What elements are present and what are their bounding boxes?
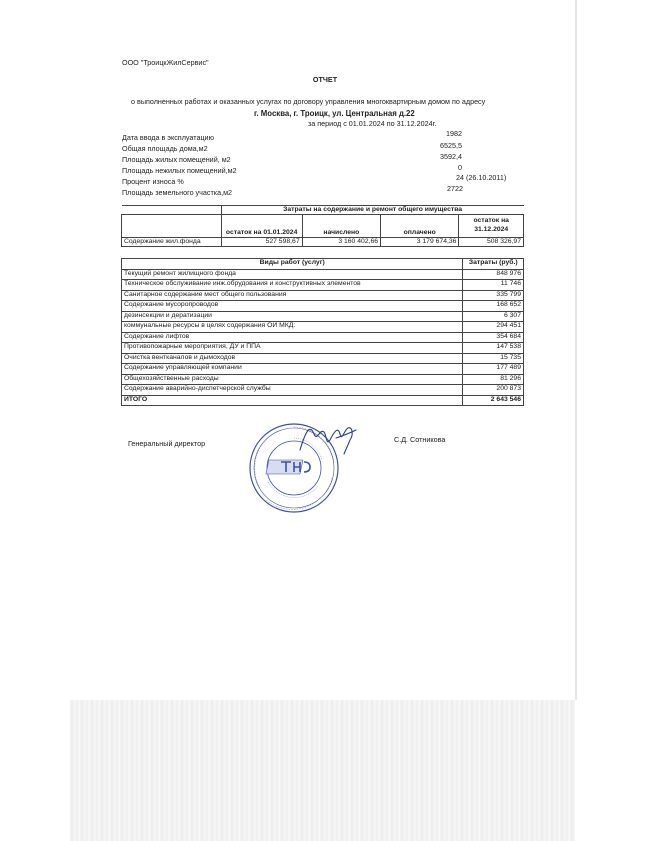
works-table	[121, 258, 524, 406]
works-header-cost: Затраты (руб.)	[463, 259, 524, 270]
param-label: Дата ввода в эксплуатацию	[122, 133, 214, 142]
report-title: ОТЧЕТ	[312, 75, 338, 84]
table-row: Очистка вентканалов и дымоходов 15 735	[122, 353, 524, 364]
table-row: Содержание мусоропроводов 168 652	[122, 301, 524, 312]
costs-header: остаток на 31.12.2024	[459, 215, 524, 238]
handwritten-signature	[296, 420, 360, 456]
param-label: Площадь земельного участка,м2	[122, 188, 233, 197]
costs-cell: 508 326,97	[459, 238, 524, 247]
param-value: 2722	[447, 184, 463, 193]
param-label: Площадь нежилых помещений,м2	[122, 166, 237, 175]
costs-header: начислено	[302, 215, 380, 238]
costs-cell: 3 160 402,66	[302, 238, 380, 247]
report-subtitle: о выполненных работах и оказанных услугах по договору управления многоквартирным домом по адресу	[131, 97, 486, 106]
param-value: 1982	[446, 129, 462, 138]
table-row: Текущий ремонт жилищного фонда 848 976	[122, 269, 524, 280]
total-row: ИТОГО 2 643 546	[122, 395, 524, 406]
table-row: дезинсекции и дератизации 6 307	[122, 311, 524, 322]
table-row: Содержание аварийно-диспетчерской службы 200 873	[122, 385, 524, 396]
table-row: Техническое обслуживание инж.обрудования и конструктивных элементов 11 746	[122, 280, 524, 291]
works-header-name: Виды работ (услуг)	[122, 259, 463, 270]
param-label: Процент износа %	[122, 177, 184, 186]
costs-cell: 527 598,67	[221, 238, 302, 247]
stamp-logo	[266, 460, 310, 474]
signer-position: Генеральный директор	[128, 439, 206, 448]
param-label: Общая площадь дома,м2	[122, 144, 208, 153]
costs-cell: 3 179 674,36	[381, 238, 459, 247]
table-row: Содержание лифтов 354 684	[122, 332, 524, 343]
param-label: Площадь жилых помещений, м2	[122, 155, 231, 164]
scan-artifact-strip	[70, 700, 575, 841]
table-row: Санитарное содержание мест общего пользования 335 799	[122, 290, 524, 301]
costs-header: оплачено	[381, 215, 459, 238]
table-row: коммунальные ресурсы в целях содержания ОИ МКД: 294 451	[122, 322, 524, 333]
costs-row-label: Содержание жил.фонда	[122, 238, 222, 247]
signer-name: С.Д. Сотникова	[394, 435, 446, 444]
company-name: ООО "ТроицкЖилСервис"	[122, 58, 209, 67]
param-value: 24 (26.10.2011)	[456, 173, 507, 182]
report-address: г. Москва, г. Троицк, ул. Центральная д.22	[254, 109, 415, 118]
param-value: 6525,5	[440, 141, 462, 150]
costs-header: остаток на 01.01.2024	[221, 215, 302, 238]
costs-table-title: Затраты на содержание и ремонт общего имущества	[221, 206, 523, 215]
table-row: Общехозяйственные расходы 81 296	[122, 374, 524, 385]
table-row: Противопожарные мероприятия, ДУ и ППА 147 538	[122, 343, 524, 354]
param-value: 3592,4	[440, 152, 462, 161]
page-edge	[575, 0, 577, 700]
param-value: 0	[458, 163, 462, 172]
table-row: Содержание управляющей компании 177 489	[122, 364, 524, 375]
costs-table	[121, 205, 524, 247]
report-period: за период с 01.01.2024 по 31.12.2024г.	[308, 119, 437, 128]
